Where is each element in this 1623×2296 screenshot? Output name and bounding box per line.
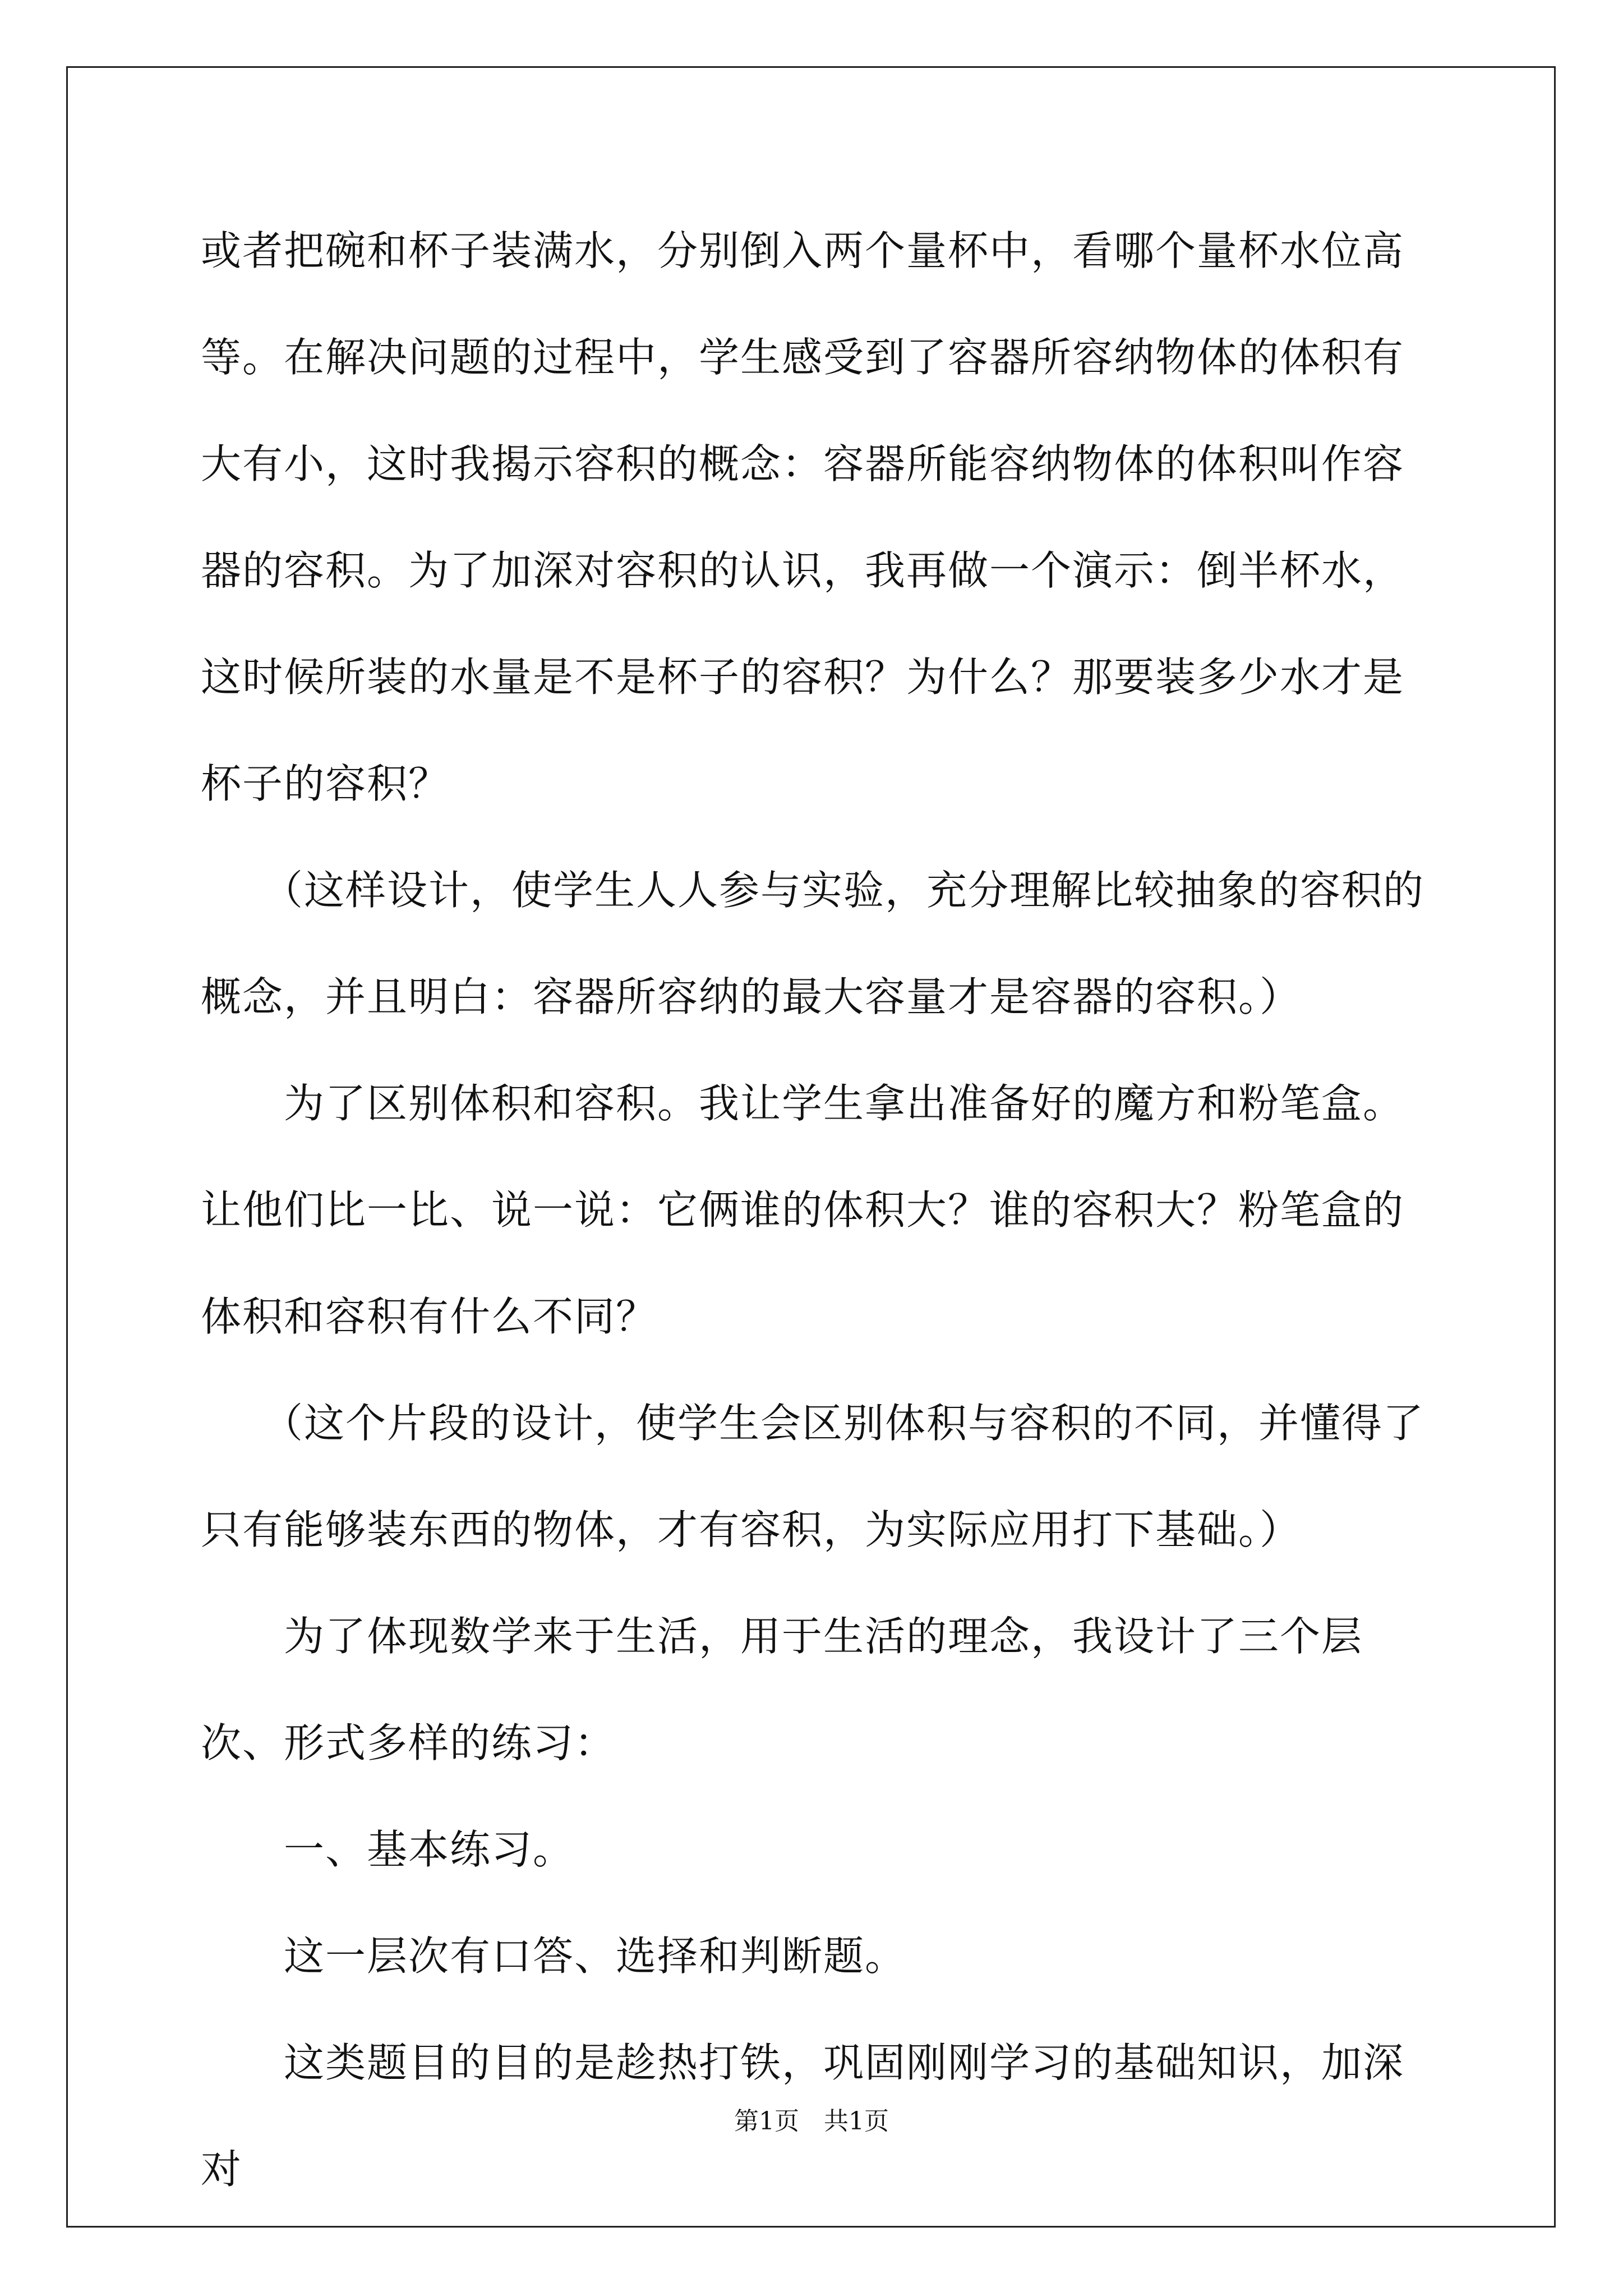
paragraph: 为了体现数学来于生活，用于生活的理念，我设计了三个层次、形式多样的练习： [201, 1613, 1363, 1766]
paragraph: （这个片段的设计，使学生会区别体积与容积的不同，并懂得了只有能够装东西的物体，才有容积，为实际应用打下基础。） [201, 1400, 1425, 1553]
paragraph: 这一层次有口答、选择和判断题。 [284, 1932, 907, 1980]
page-footer: 第1页 共1页 [734, 2107, 889, 2136]
paragraph: 一、基本练习。 [284, 1826, 575, 1873]
paragraph: 这类题目的目的是趁热打铁，巩固刚刚学习的基础知识，加深对 [201, 2039, 1405, 2193]
paragraph: 或者把碗和杯子装满水，分别倒入两个量杯中，看哪个量杯水位高等。在解决问题的过程中，学生感受到了容器所容纳物体的体积有大有小，这时我揭示容积的概念：容器所能容纳物体的体积叫作容器的容积。为了加深对容积的认识，我再做一个演示：倒半杯水，这时候所装的水量是不是杯子的容积？为什么？那要装多少水才是杯子的容积？ [201, 227, 1405, 807]
paragraph: （这样设计，使学生人人参与实验，充分理解比较抽象的容积的概念，并且明白：容器所容纳的最大容量才是容器的容积。） [201, 867, 1425, 1020]
document-body [201, 197, 1435, 2223]
paragraph: 为了区别体积和容积。我让学生拿出准备好的魔方和粉笔盒。让他们比一比、说一说：它俩谁的体积大？谁的容积大？粉笔盒的体积和容积有什么不同？ [201, 1080, 1405, 1340]
